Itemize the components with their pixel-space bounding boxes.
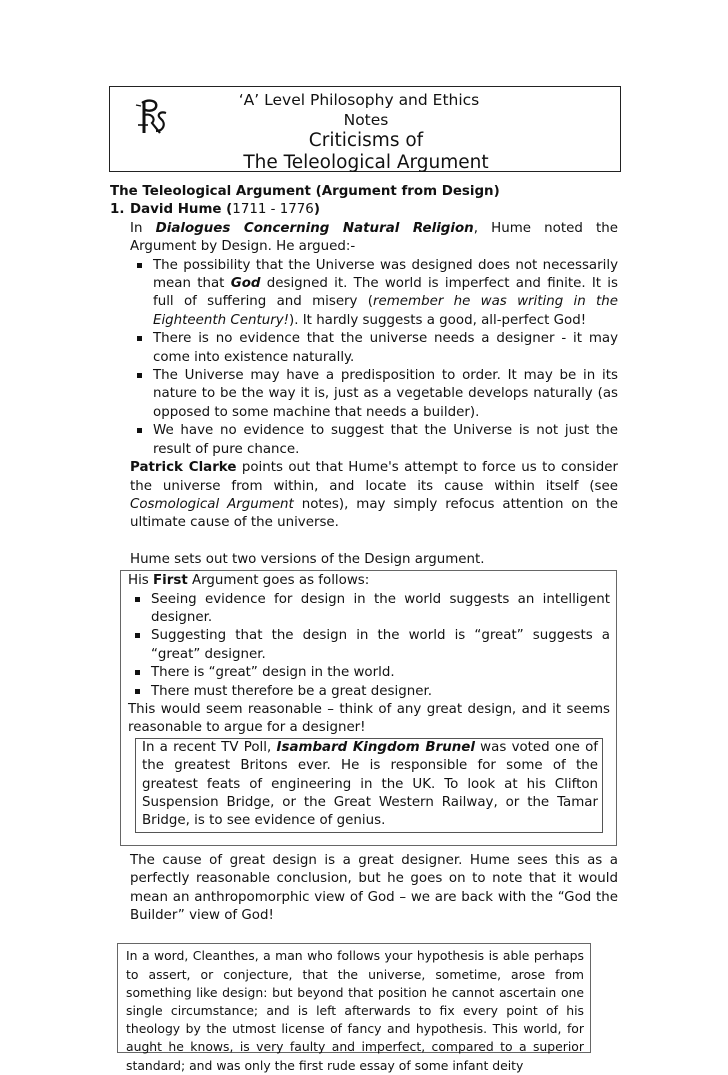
intro-paragraph <box>130 220 618 257</box>
first-argument-box <box>120 570 617 846</box>
intro-post: , Hume noted the Argument by Design. He argued:- <box>130 220 618 255</box>
bullet1-god: God <box>230 276 261 292</box>
list-item: Seeing evidence for design in the world suggests an intelligent designer. <box>128 591 610 628</box>
header-line-2: Notes <box>343 111 389 129</box>
author-dates: 1711 - 1776 <box>232 202 314 218</box>
clarke-italic: Cosmological Argument <box>130 496 294 512</box>
author-name: David Hume <box>130 202 222 218</box>
hume-argument-list <box>130 257 618 459</box>
clarke-pre: points out that Hume's attempt to force us to consider the universe from within, and locate its cause within itself (see <box>130 460 618 494</box>
brunel-post: was voted one of the greatest Britons ever. He is responsible for some of the greatest feats of engineering in the UK. To look at his Clifton Suspension Bridge, or the Great Western Railway, or the Tamar Bridge, is to see evidence of genius. <box>142 739 598 829</box>
bullet1-mid: designed it. The world is imperfect and finite. It is full of suffering and misery ( <box>153 276 618 310</box>
first-argument-list <box>128 591 610 701</box>
first-argument-intro <box>128 572 610 590</box>
bullet1-pre: The possibility that the Universe was designed does not necessarily mean that <box>153 257 618 292</box>
item-number: 1. <box>110 202 125 218</box>
list-item: There must therefore be a great designer. <box>128 683 610 701</box>
header-box <box>109 86 621 172</box>
book-title: Dialogues Concerning Natural Religion <box>155 220 474 236</box>
brunel-pre: In a recent TV Poll, <box>142 739 277 755</box>
versions-paragraph: Hume sets out two versions of the Design argument. <box>130 551 485 567</box>
page-title-line-2: The Teleological Argument <box>243 152 489 173</box>
brunel-name: Isambard Kingdom Brunel <box>276 739 475 755</box>
bullet1-italic: remember he was writing in the Eighteenth Century! <box>153 294 618 328</box>
numbered-item-hume <box>110 201 618 569</box>
brunel-text <box>142 739 598 831</box>
bullet1-post: ). It hardly suggests a good, all-perfect God! <box>289 312 587 328</box>
first-intro-post: Argument goes as follows: <box>187 573 370 589</box>
page-title-line-1: Criticisms of <box>308 130 424 151</box>
anthropomorphic-paragraph: The cause of great design is a great designer. Hume sees this as a perfectly reasonable conclusion, but he goes on to note that it would mean an anthropomorphic view of God – we are back with the “God the Builder” view of God! <box>130 852 618 924</box>
dates-open: ( <box>221 202 233 218</box>
dates-close: ) <box>313 202 320 218</box>
list-item: There is “great” design in the world. <box>128 664 610 682</box>
hume-quote-text: In a word, Cleanthes, a man who follows your hypothesis is able perhaps to assert, or conjecture, that the universe, sometime, arose from something like design: but beyond that position he cannot ascertain one single circumstance; and is left afterwards to fix every point of his theology by the utmost license of fancy and hypothesis. This world, for aught he knows, is very faulty and imperfect, compared to a superior standard; and was only the first rude essay of some infant deity <box>126 948 584 1073</box>
intro-pre: In <box>130 220 156 236</box>
after-box-section <box>110 852 618 926</box>
item-heading <box>130 201 618 219</box>
brunel-box <box>135 738 603 833</box>
list-item: Suggesting that the design in the world is “great” suggests a “great” designer. <box>128 627 610 664</box>
list-item: We have no evidence to suggest that the Universe is not just the result of pure chance. <box>130 422 618 459</box>
list-item <box>130 257 618 331</box>
first-intro-pre: His <box>128 573 154 589</box>
section-heading: The Teleological Argument (Argument from Design) <box>110 184 500 199</box>
first-argument-conclusion: This would seem reasonable – think of any great design, and it seems reasonable to argue for a designer! <box>128 701 610 736</box>
hume-quote-box <box>117 943 591 1073</box>
list-item: The Universe may have a predisposition to order. It may be in its nature to be the way it is, just as a vegetable develops naturally (as opposed to some machine that needs a builder). <box>130 367 618 422</box>
document-body <box>110 183 618 1073</box>
first-intro-bold: First <box>153 573 188 589</box>
header-line-1: ‘A’ Level Philosophy and Ethics <box>238 91 480 109</box>
list-item: There is no evidence that the universe needs a designer - it may come into existence naturally. <box>130 330 618 367</box>
clarke-paragraph <box>130 459 618 533</box>
clarke-name: Patrick Clarke <box>130 460 237 476</box>
clarke-post: notes), may simply refocus attention on the ultimate cause of the universe. <box>130 496 618 531</box>
